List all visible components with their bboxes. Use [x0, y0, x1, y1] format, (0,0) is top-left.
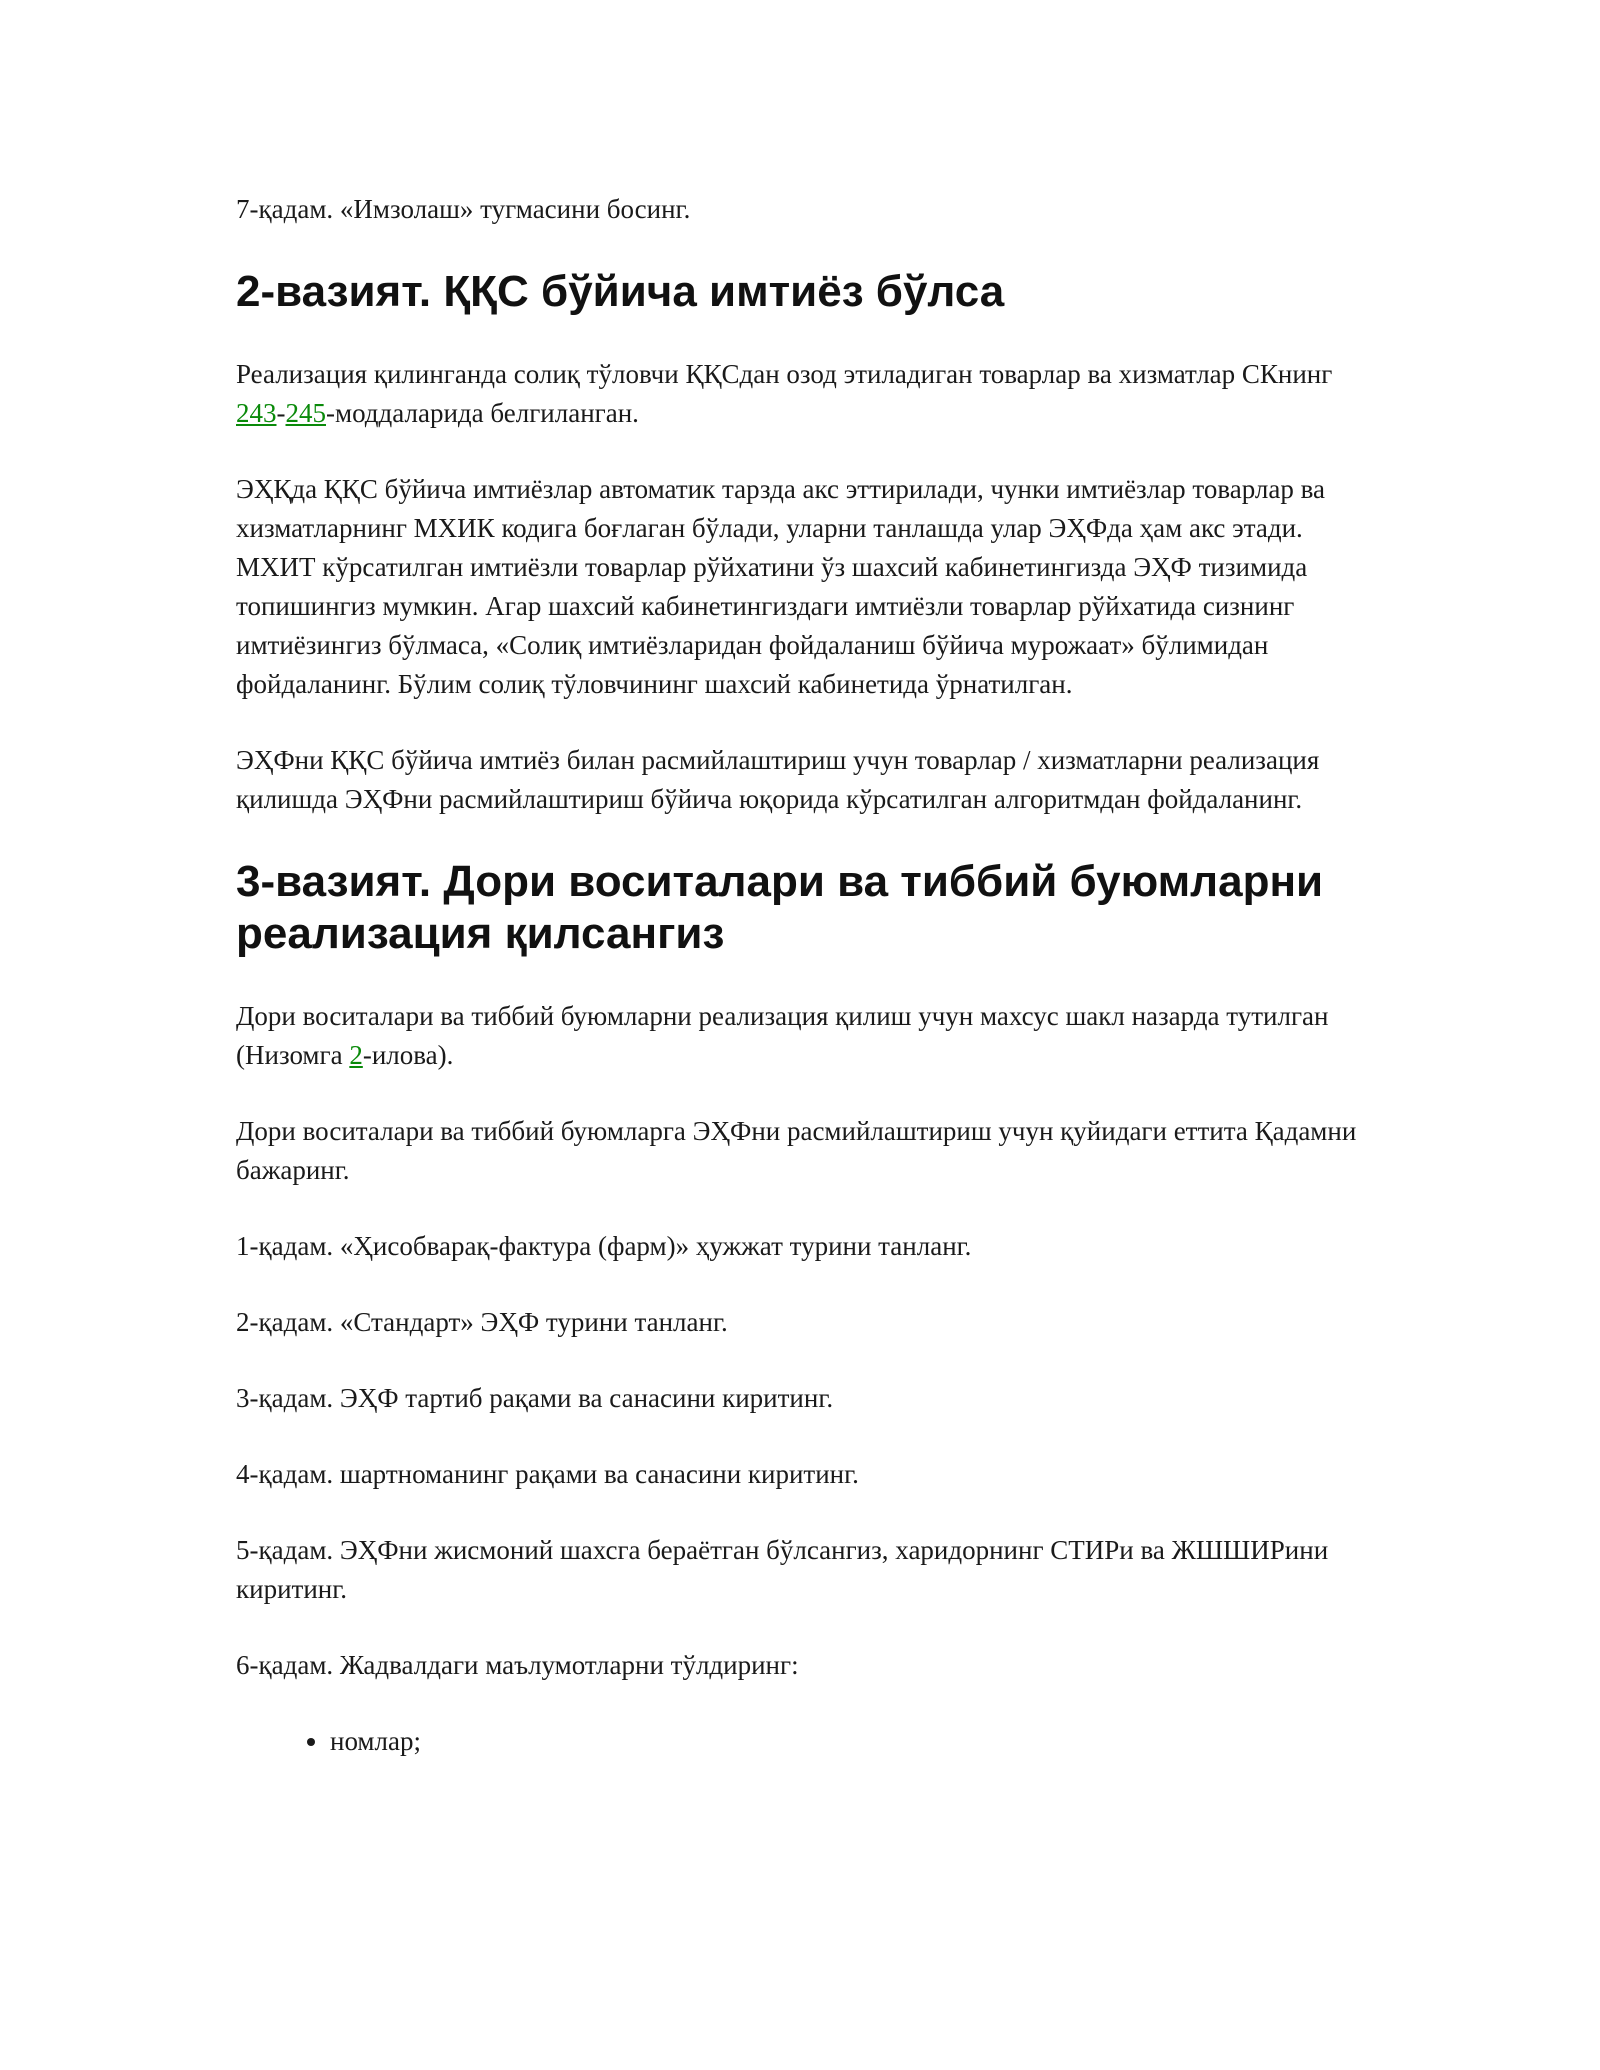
paragraph-ehf-algorithm: ЭҲФни ҚҚС бўйича имтиёз билан расмийлаштириш учун товарлар / хизматларни реализация қилишда ЭҲФни расмийлаштириш бўйича юқорида кўрсатилган алгоритмдан фойдаланинг.: [236, 745, 1320, 814]
paragraph-medicine-form: [236, 997, 1366, 1075]
step-2-text: 2-қадам. «Стандарт» ЭҲФ турини танланг.: [236, 1307, 728, 1337]
paragraph-medicine-form-suffix: -илова).: [362, 1040, 454, 1070]
step-4-text: 4-қадам. шартноманинг рақами ва санасини киритинг.: [236, 1459, 859, 1489]
step-5-text: 5-қадам. ЭҲФни жисмоний шахсга бераётган бўлсангиз, харидорнинг СТИРи ва ЖШШИРини киритинг.: [236, 1535, 1329, 1604]
paragraph-realization-text: Реализация қилинганда солиқ тўловчи ҚҚСдан озод этиладиган товарлар ва хизматлар СКнинг: [236, 359, 1333, 389]
paragraph-medicine-steps: Дори воситалари ва тиббий буюмларга ЭҲФни расмийлаштириш учун қуйидаги еттита Қадамни бажаринг.: [236, 1116, 1357, 1185]
step-3-text: 3-қадам. ЭҲФ тартиб рақами ва санасини киритинг.: [236, 1383, 834, 1413]
paragraph-realization: [236, 355, 1366, 433]
paragraph-medicine-form-text: Дори воситалари ва тиббий буюмларни реализация қилиш учун махсус шакл назарда тутилган (Низомга: [236, 1001, 1329, 1070]
list-item: • номлар;: [330, 1722, 1366, 1761]
step-7-text: 7-қадам. «Имзолаш» тугмасини босинг.: [236, 194, 691, 224]
range-dash: -: [276, 398, 286, 428]
article-243-link[interactable]: 243: [236, 398, 277, 428]
table-fields-list: [236, 1722, 1366, 1761]
paragraph-realization-suffix: -моддаларида белгиланган.: [326, 398, 639, 428]
step-1-text: 1-қадам. «Ҳисобварақ-фактура (фарм)» ҳужжат турини танланг.: [236, 1231, 972, 1261]
article-245-link[interactable]: 245: [285, 398, 326, 428]
step-6-text: 6-қадам. Жадвалдаги маълумотларни тўлдиринг:: [236, 1650, 799, 1680]
heading-case-2: 2-вазият. ҚҚС бўйича имтиёз бўлса: [236, 267, 1005, 316]
document-page: [236, 190, 1366, 1761]
heading-case-3: 3-вазият. Дори воситалари ва тиббий буюмларни реализация қилсангиз: [236, 857, 1324, 958]
appendix-2-link[interactable]: 2: [349, 1040, 363, 1070]
paragraph-ehf-benefits: ЭҲҚда ҚҚС бўйича имтиёзлар автоматик тарзда акс эттирилади, чунки имтиёзлар товарлар ва хизматларнинг МХИК кодига боғлаган бўлади, уларни танлашда улар ЭҲФда ҳам акс этади. МХИТ кўрсатилган имтиёзли товарлар рўйхатини ўз шахсий кабинетингизда ЭҲФ тизимида топишингиз мумкин. Агар шахсий кабинетингиздаги имтиёзли товарлар рўйхатида сизнинг имтиёзингиз бўлмаса, «Солиқ имтиёзларидан фойдаланиш бўйича мурожаат» бўлимидан фойдаланинг. Бўлим солиқ тўловчининг шахсий кабинетида ўрнатилган.: [236, 474, 1325, 699]
